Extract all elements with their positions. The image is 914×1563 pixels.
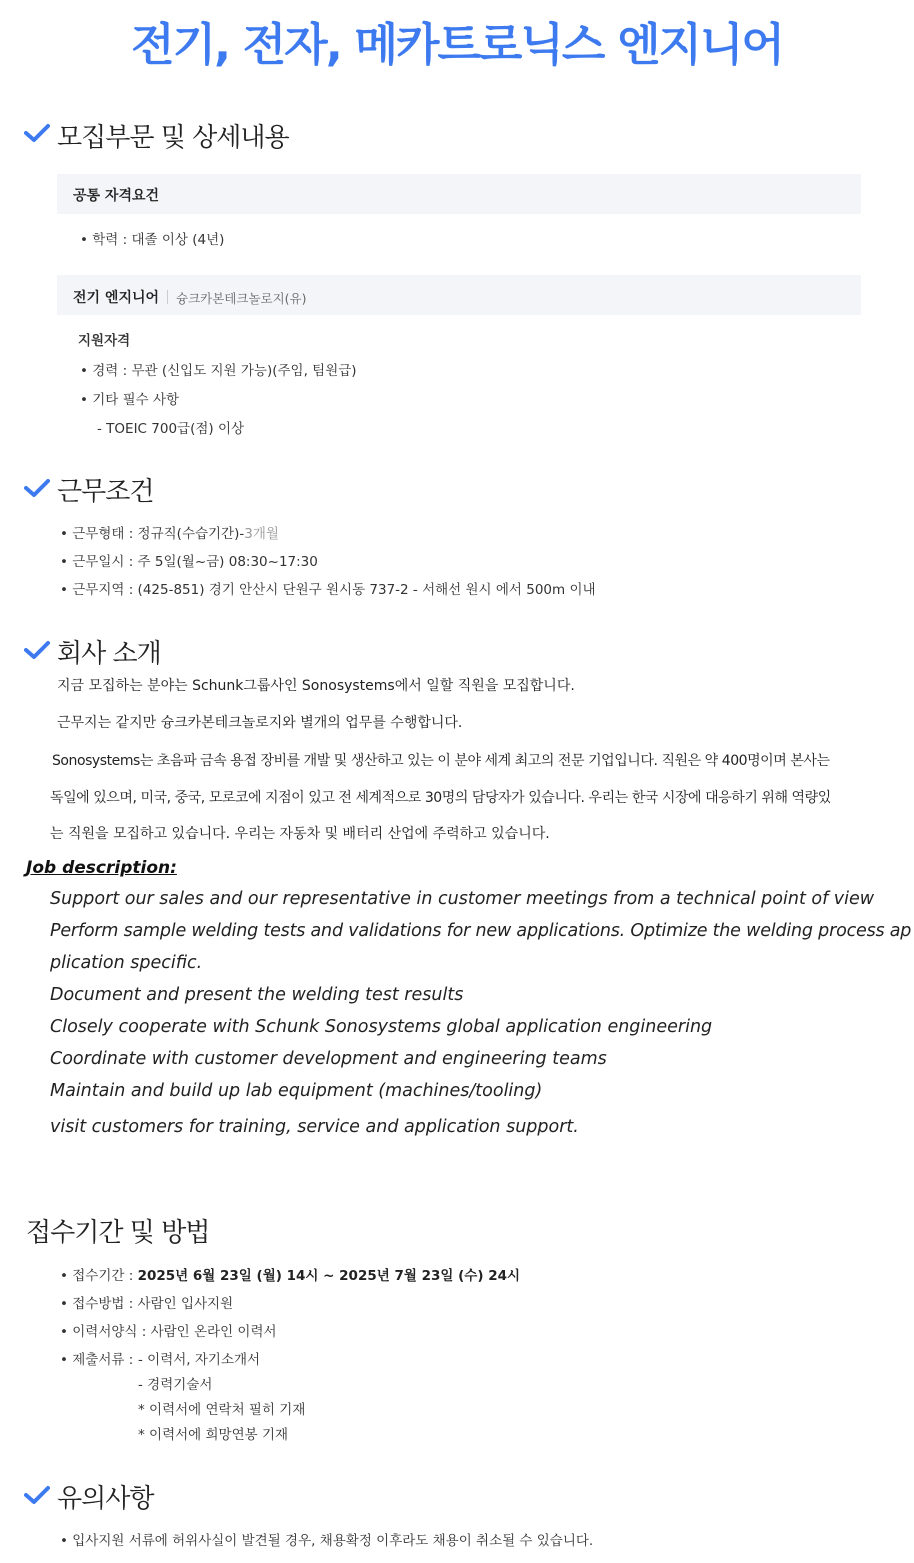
company-paragraph: Sonosystems는 초음파 금속 용접 장비를 개발 및 생산하고 있는 이 분야 세계 최고의 전문 기업입니다. 직원은 약 400명이며 본사는 bbox=[52, 753, 830, 769]
check-icon bbox=[24, 123, 50, 143]
employment-type-label: • 근무형태 : 정규직(수습기간)- bbox=[60, 526, 245, 542]
job-line: Maintain and build up lab equipment (machines/tooling) bbox=[50, 1081, 543, 1101]
section-heading-company: 회사 소개 bbox=[57, 639, 161, 669]
job-description-heading: Job description: bbox=[26, 858, 177, 878]
common-requirements-title: 공통 자격요건 bbox=[73, 188, 160, 204]
submission-doc: - 경력기술서 bbox=[138, 1377, 213, 1393]
qualification-label: 지원자격 bbox=[78, 333, 131, 349]
job-line: Closely cooperate with Schunk Sonosystems global application engineering bbox=[50, 1017, 713, 1037]
application-period-label: • 접수기간 : bbox=[60, 1268, 138, 1284]
check-icon bbox=[24, 1485, 50, 1505]
check-icon bbox=[24, 640, 50, 660]
submission-doc: * 이력서에 희망연봉 기재 bbox=[138, 1427, 289, 1443]
common-requirements-box bbox=[57, 174, 861, 214]
submission-doc: - 이력서, 자기소개서 bbox=[138, 1352, 261, 1368]
probation-period: 3개월 bbox=[244, 526, 279, 542]
company-paragraph: 는 직원을 모집하고 있습니다. 우리는 자동차 및 배터리 산업에 주력하고 있습니다. bbox=[50, 826, 550, 842]
check-icon bbox=[24, 478, 50, 498]
submission-docs-label: • 제출서류 : bbox=[60, 1352, 134, 1368]
company-paragraph: 근무지는 같지만 슝크카본테크놀로지와 별개의 업무를 수행합니다. bbox=[57, 715, 463, 731]
work-hours: • 근무일시 : 주 5일(월~금) 08:30~17:30 bbox=[60, 554, 318, 570]
company-paragraph: 지금 모집하는 분야는 Schunk그룹사인 Sonosystems에서 일할 직원을 모집합니다. bbox=[57, 678, 575, 694]
company-paragraph: 독일에 있으며, 미국, 중국, 모로코에 지점이 있고 전 세계적으로 30명의 담당자가 있습니다. 우리는 한국 시장에 대응하기 위해 역량있 bbox=[50, 790, 831, 806]
job-line: Support our sales and our representative in customer meetings from a technical point of view bbox=[50, 889, 875, 909]
page-title: 전기, 전자, 메카트로닉스 엔지니어 bbox=[131, 18, 783, 71]
submission-doc: * 이력서에 연락처 필히 기재 bbox=[138, 1402, 306, 1418]
common-item: • 학력 : 대졸 이상 (4년) bbox=[80, 232, 225, 248]
application-period bbox=[60, 1264, 520, 1284]
section-heading-conditions: 근무조건 bbox=[57, 477, 154, 507]
work-location: • 근무지역 : (425-851) 경기 안산시 단원구 원시동 737-2 - 서해선 원시 에서 500m 이내 bbox=[60, 582, 596, 598]
application-method: • 접수방법 : 사람인 입사지원 bbox=[60, 1296, 234, 1312]
application-period-value: 2025년 6월 23일 (월) 14시 ~ 2025년 7월 23일 (수) 24시 bbox=[137, 1268, 521, 1284]
section-heading-apply: 접수기간 및 방법 bbox=[26, 1218, 210, 1248]
job-line: visit customers for training, service and application support. bbox=[50, 1117, 579, 1137]
position-company: 슝크카본테크놀로지(유) bbox=[176, 291, 307, 306]
job-line: Coordinate with customer development and engineering teams bbox=[50, 1049, 607, 1069]
job-line: Document and present the welding test results bbox=[50, 985, 464, 1005]
qualification-item: • 경력 : 무관 (신입도 지원 가능)(주임, 팀원급) bbox=[80, 363, 357, 379]
employment-type bbox=[60, 522, 279, 542]
section-heading-recruit: 모집부문 및 상세내용 bbox=[57, 123, 289, 153]
section-heading-notes: 유의사항 bbox=[57, 1484, 154, 1514]
qualification-subitem: - TOEIC 700급(점) 이상 bbox=[97, 421, 245, 437]
job-line: Perform sample welding tests and validations for new applications. Optimize the welding process ap bbox=[50, 921, 912, 941]
notice-item: • 입사지원 서류에 허위사실이 발견될 경우, 채용확정 이후라도 채용이 취소될 수 있습니다. bbox=[60, 1533, 594, 1549]
divider bbox=[167, 290, 168, 304]
qualification-item: • 기타 필수 사항 bbox=[80, 392, 180, 408]
position-title: 전기 엔지니어 bbox=[73, 290, 160, 306]
job-line: plication specific. bbox=[50, 953, 203, 973]
resume-form: • 이력서양식 : 사람인 온라인 이력서 bbox=[60, 1324, 277, 1340]
